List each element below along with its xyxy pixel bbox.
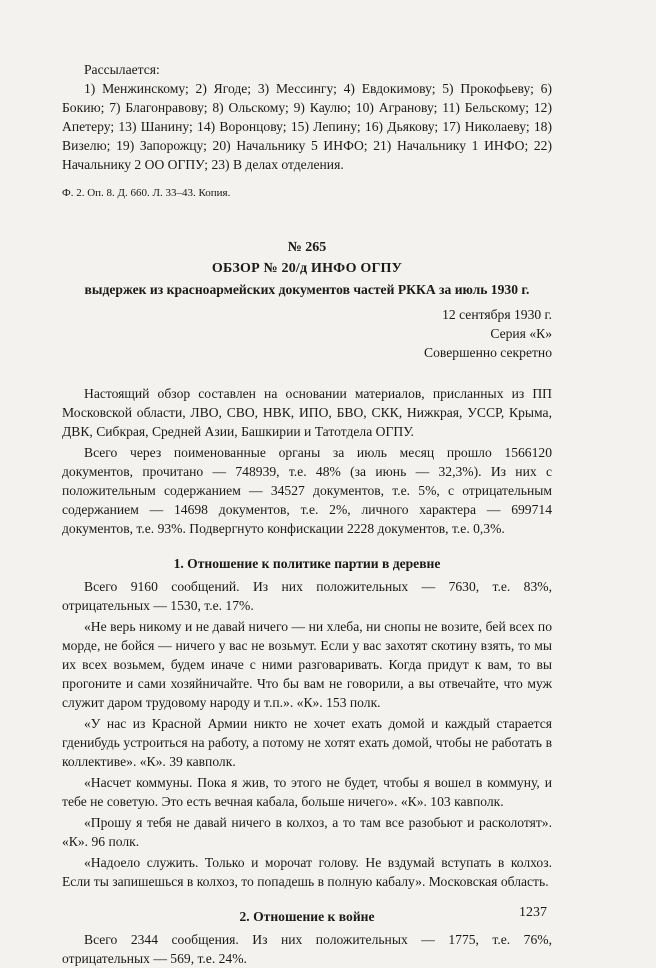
quote-paragraph: «Прошу я тебя не давай ничего в колхоз, а то там все разобьют и расколотят». «К». 96 полк. <box>62 815 552 849</box>
archive-source: Ф. 2. Оп. 8. Д. 660. Л. 33–43. Копия. <box>62 187 231 199</box>
quote-paragraph: «Не верь никому и не давай ничего — ни хлеба, ни снопы не возите, бей всех по морде, не бойся — ничего у вас не возьмут. Если у вас захотят скотину взять, то мы их всех возьмем, будем иначе с ними разговаривать. Когда придут к вам, то вы прогоните и сами хозяйничайте. Что бы вам не говорили, а вы отвечайте, что муж служит даром трудовому народу и т.п.». «К». 153 полк. <box>62 619 552 710</box>
distribution-block <box>62 60 552 174</box>
section-paragraph: Всего 9160 сообщений. Из них положительных — 7630, т.е. 83%, отрицательных — 1530, т.е. 17%. <box>62 579 552 613</box>
intro-section <box>62 384 552 538</box>
document-date: 12 сентября 1930 г. <box>442 307 552 322</box>
document-number: № 265 <box>287 240 327 255</box>
quote-paragraph: «У нас из Красной Армии никто не хочет ехать домой и каждый старается гденибудь устроиться на работу, а потому не хотят ехать домой, чтобы не работать в коллективе». «К». 39 кавполк. <box>62 716 552 769</box>
intro-paragraph: Всего через поименованные органы за июль месяц прошло 1566120 документов, прочитано — 748939, т.е. 48% (за июнь — 32,3%). Из них с положительным содержанием — 34527 документов, т.е. 5%, с отрицательным содержанием — 14698 документов, т.е. 2%, личного характера — 699714 документов, т.е. 93%. Подвергнуто конфискации 2228 документов, т.е. 0,3%. <box>62 445 552 536</box>
page-number: 1237 <box>519 905 547 920</box>
distribution-heading: Рассылается: <box>84 62 160 77</box>
document-series: Серия «К» <box>490 326 552 341</box>
document-subtitle: выдержек из красноармейских документов частей РККА за июль 1930 г. <box>84 282 530 297</box>
document-meta <box>62 305 552 362</box>
section-heading: 2. Отношение к войне <box>239 909 375 924</box>
quote-paragraph: «Насчет коммуны. Пока я жив, то этого не будет, чтобы я вошел в коммуну, и тебе не советую. Это есть вечная кабала, больше ничего». «К». 103 кавполк. <box>62 775 552 809</box>
section-heading: 1. Отношение к политике партии в деревне <box>173 556 441 571</box>
document-title: ОБЗОР № 20/д ИНФО ОГПУ <box>211 261 403 276</box>
distribution-list: 1) Менжинскому; 2) Ягоде; 3) Мессингу; 4) Евдокимову; 5) Прокофьеву; 6) Бокию; 7) Благонравову; 8) Ольскому; 9) Каулю; 10) Агранову; 11) Бельскому; 12) Апетеру; 13) Шанину; 14) Воронцову; 15) Лепину; 16) Дьякову; 17) Николаеву; 18) Визелю; 19) Запорожцу; 20) Начальнику 5 ИНФО; 21) Начальнику 1 ИНФО; 22) Начальнику 2 ОО ОГПУ; 23) В делах отделения. <box>62 81 552 172</box>
page-content <box>62 60 552 968</box>
document-classification: Совершенно секретно <box>424 345 552 360</box>
intro-paragraph: Настоящий обзор составлен на основании материалов, присланных из ПП Московской области, ЛВО, СВО, НВК, ИПО, БВО, СКК, Нижкрая, УССР, Крыма, ДВК, Сибкрая, Средней Азии, Башкирии и Татотдела ОГПУ. <box>62 386 552 439</box>
quote-paragraph: «Надоело служить. Только и морочат голову. Не вздумай вступать в колхоз. Если ты запишешься в колхоз, то попадешь в полную кабалу». Московская область. <box>62 855 552 889</box>
section-paragraph: Всего 2344 сообщения. Из них положительных — 1775, т.е. 76%, отрицательных — 569, т.е. 24%. <box>62 932 552 966</box>
